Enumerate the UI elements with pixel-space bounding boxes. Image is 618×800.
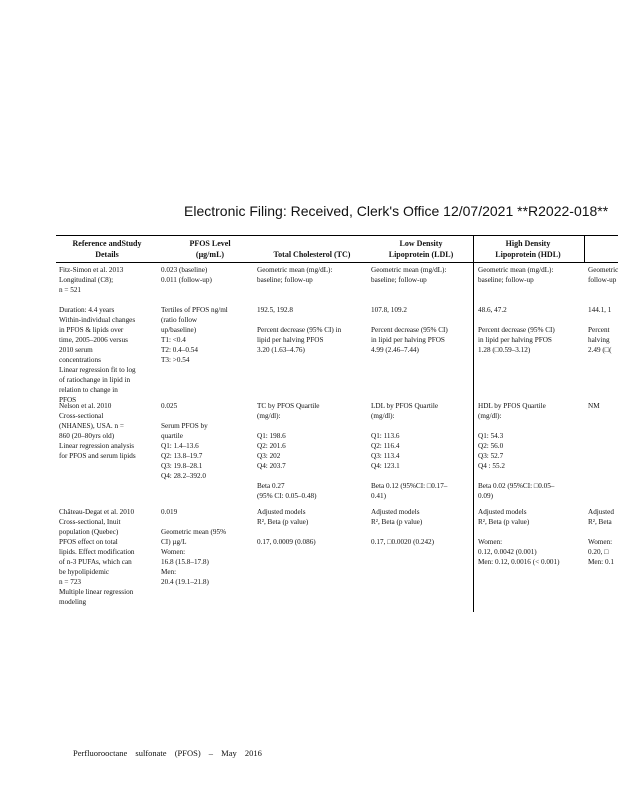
cell-pfos-level: 0.025 Serum PFOS by quartile Q1: 1.4–13.6 Q2: 13.8–19.7 Q3: 19.8–28.1 Q4: 28.2–392.0 xyxy=(161,402,208,480)
header-pfos-level: PFOS Level (µg/mL) xyxy=(189,239,231,259)
cell-pfos-level: 0.023 (baseline) 0.011 (follow-up) Tertiles of PFOS ng/ml (ratio follow up/baseline) T1: <0.4 T2: 0.4–0.54 T3: >0.54 xyxy=(161,266,228,364)
cell-cutoff-column: Geometric follow-up 144.1, 1 Percent halving 2.49 (□( xyxy=(588,266,618,354)
cell-reference: Nelson et al. 2010 Cross-sectional (NHANES), USA. n = 860 (20–80yrs old) Linear regression analysis for PFOS and serum lipids xyxy=(59,402,136,460)
header-total-cholesterol: Total Cholesterol (TC) xyxy=(273,250,351,259)
cell-ldl: Geometric mean (mg/dL): baseline; follow-up 107.8, 109.2 Percent decrease (95% CI) in lipid per halving PFOS 4.99 (2.46–7.44) xyxy=(371,266,448,354)
cell-hdl: Adjusted models R², Beta (p value) Women: 0.12, 0.0042 (0.001) Men: 0.12, 0.0016 (< 0.001) xyxy=(478,508,560,566)
cell-cutoff-column: NM xyxy=(588,402,600,410)
cell-total-cholesterol: TC by PFOS Quartile (mg/dl): Q1: 198.6 Q2: 201.6 Q3: 202 Q4: 203.7 Beta 0.27 (95% CI: 0.05–0.48) xyxy=(257,402,320,500)
page-footer: Perfluorooctane sulfonate (PFOS) – May 2016 xyxy=(73,748,262,758)
cell-total-cholesterol: Geometric mean (mg/dL): baseline; follow-up 192.5, 192.8 Percent decrease (95% CI) in lipid per halving PFOS 3.20 (1.63–4.76) xyxy=(257,266,342,354)
cell-hdl: HDL by PFOS Quartile (mg/dl): Q1: 54.3 Q2: 56.0 Q3: 52.7 Q4 : 55.2 Beta 0.02 (95%CI: □0.05– 0.09) xyxy=(478,402,555,500)
cell-ldl: LDL by PFOS Quartile (mg/dl): Q1: 113.6 Q2: 116.4 Q3: 113.4 Q4: 123.1 Beta 0.12 (95%CI: □0.17– 0.41) xyxy=(371,402,448,500)
cell-ldl: Adjusted models R², Beta (p value) 0.17, □0.0020 (0.242) xyxy=(371,508,435,546)
lipid-studies-table xyxy=(56,235,618,612)
cell-hdl: Geometric mean (mg/dL): baseline; follow-up 48.6, 47.2 Percent decrease (95% CI) in lipid per halving PFOS 1.28 (□0.59–3.12) xyxy=(478,266,555,354)
cell-cutoff-column: Adjusted R², Beta Women: 0.20, □ Men: 0.1 xyxy=(588,508,614,566)
cell-reference: Fitz-Simon et al. 2013 Longitudinal (C8); n = 521 Duration: 4.4 years Within-individual changes in PFOS & lipids over time, 2005–2006 versus 2010 serum concentrations Linear regression fit to log of ratiochange in lipid in relation to change in PFOS xyxy=(59,266,136,404)
header-reference: Reference andStudy Details xyxy=(72,239,142,259)
column-divider-extra xyxy=(584,236,585,262)
header-hdl: High Density Lipoprotein (HDL) xyxy=(495,239,561,259)
cell-total-cholesterol: Adjusted models R², Beta (p value) 0.17, 0.0009 (0.086) xyxy=(257,508,316,546)
filing-stamp: Electronic Filing: Received, Clerk's Office 12/07/2021 **R2022-018** xyxy=(184,203,609,219)
cell-pfos-level: 0.019 Geometric mean (95% CI) µg/L Women: 16.8 (15.8–17.8) Men: 20.4 (19.1–21.8) xyxy=(161,508,227,586)
header-ldl: Low Density Lipoprotein (LDL) xyxy=(388,239,454,259)
table-header xyxy=(56,236,618,263)
column-divider-hdl xyxy=(473,236,474,612)
cell-reference: Château-Degat et al. 2010 Cross-sectional, Inuit population (Quebec) PFOS effect on total lipids. Effect modification of n-3 PUFAs, which can be hypolipidemic n = 723 Multiple linear regression modeling xyxy=(59,508,135,606)
